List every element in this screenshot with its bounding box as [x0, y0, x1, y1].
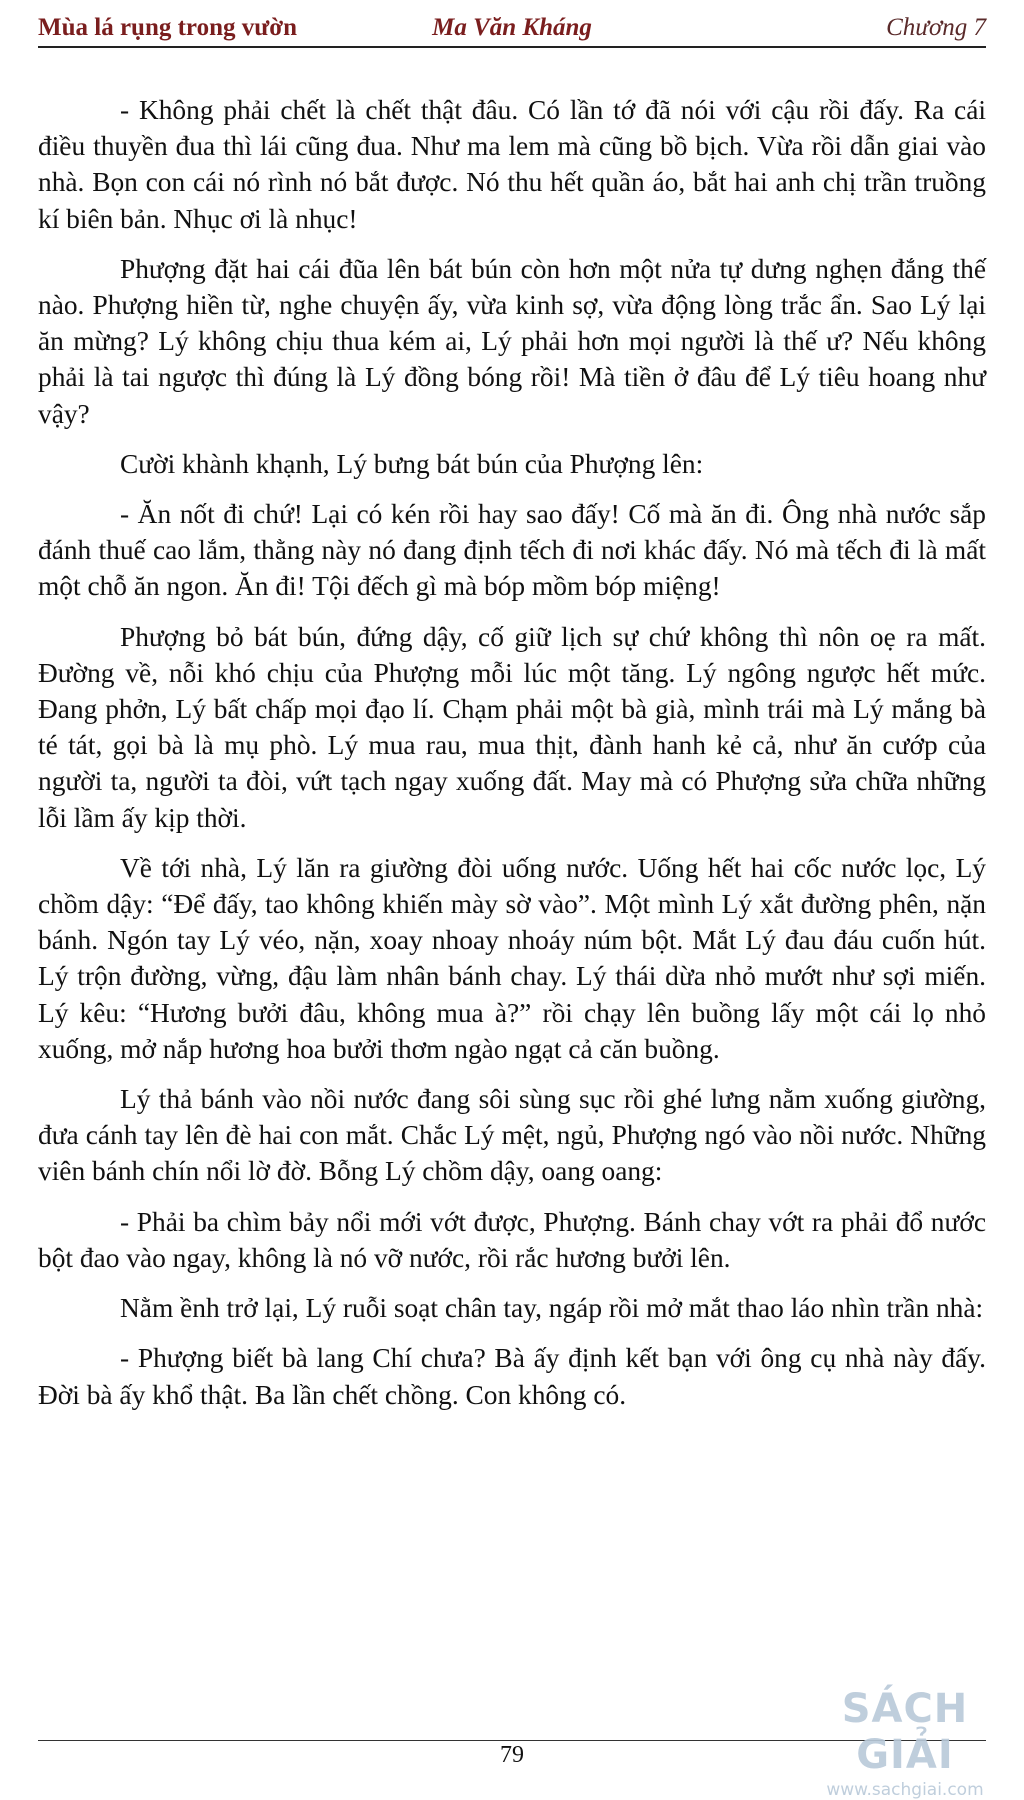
paragraph: Phượng đặt hai cái đũa lên bát bún còn hơn một nửa tự dưng nghẹn đắng thế nào. Phượng hiền từ, nghe chuyện ấy, vừa kinh sợ, vừa động lòng trắc ẩn. Sao Lý lại ăn mừng? Lý không chịu thua kém ai, Lý phải hơn mọi người là thế ư? Nếu không phải là tai ngược thì đúng là Lý đồng bóng rồi! Mà tiền ở đâu để Lý tiêu hoang như vậy? — [38, 253, 986, 429]
watermark-logo-text: SÁCH GIẢI — [841, 1686, 969, 1778]
author-name: Ma Văn Kháng — [432, 14, 592, 41]
book-title: Mùa lá rụng trong vườn — [38, 14, 297, 41]
page-header — [38, 14, 986, 48]
paragraph: - Ăn nốt đi chứ! Lại có kén rồi hay sao đấy! Cố mà ăn đi. Ông nhà nước sắp đánh thuế cao lắm, thằng này nó đang định tếch đi nơi khác đấy. Nó mà tếch đi là mất một chỗ ăn ngon. Ăn đi! Tội đếch gì mà bóp mồm bóp miệng! — [38, 499, 986, 602]
paragraph: Nằm ềnh trở lại, Lý ruỗi soạt chân tay, ngáp rồi mở mắt thao láo nhìn trần nhà: — [120, 1293, 984, 1324]
paragraph: - Phượng biết bà lang Chí chưa? Bà ấy định kết bạn với ông cụ nhà này đấy. Đời bà ấy khổ thật. Ba lần chết chồng. Con không có. — [38, 1343, 986, 1410]
watermark-logo — [800, 1686, 1010, 1778]
paragraph: Phượng bỏ bát bún, đứng dậy, cố giữ lịch sự chứ không thì nôn oẹ ra mất. Đường về, nỗi khó chịu của Phượng mỗi lúc một tăng. Lý ngông ngược hết mức. Đang phởn, Lý bất chấp mọi đạo lí. Chạm phải một bà già, mình trái mà Lý mắng bà té tát, gọi bà là mụ phò. Lý mua rau, mua thịt, đành hanh kẻ cả, như ăn cướp của người ta, người ta đòi, vứt tạch ngay xuống đất. May mà có Phượng sửa chữa những lỗi lầm ấy kịp thời. — [38, 621, 986, 833]
paragraph: - Phải ba chìm bảy nổi mới vớt được, Phượng. Bánh chay vớt ra phải đổ nước bột đao vào ngay, không là nó vỡ nước, rồi rắc hương bưởi lên. — [38, 1206, 986, 1273]
paragraph: Cười khành khạnh, Lý bưng bát bún của Phượng lên: — [120, 448, 704, 479]
watermark — [800, 1686, 1010, 1800]
paragraph: Lý thả bánh vào nồi nước đang sôi sùng sục rồi ghé lưng nằm xuống giường, đưa cánh tay lên đè hai con mắt. Chắc Lý mệt, ngủ, Phượng ngó vào nồi nước. Những viên bánh chín nổi lờ đờ. Bỗng Lý chồm dậy, oang oang: — [38, 1084, 986, 1187]
page-body — [38, 92, 986, 1427]
paragraph: - Không phải chết là chết thật đâu. Có lần tớ đã nói với cậu rồi đấy. Ra cái điều thuyền đua thì lái cũng đua. Như ma lem mà cũng bồ bịch. Vừa rồi dẫn giai vào nhà. Bọn con cái nó rình nó bắt được. Nó thu hết quần áo, bắt hai anh chị trần truồng kí biên bản. Nhục ơi là nhục! — [38, 95, 986, 234]
chapter-label: Chương 7 — [886, 14, 986, 41]
paragraph: Về tới nhà, Lý lăn ra giường đòi uống nước. Uống hết hai cốc nước lọc, Lý chồm dậy: “Để đấy, tao không khiến mày sờ vào”. Một mình Lý xắt đường phên, nặn bánh. Ngón tay Lý véo, nặn, xoay nhoay nhoáy núm bột. Mắt Lý đau đáu cuốn hút. Lý trộn đường, vừng, đậu làm nhân bánh chay. Lý thái dừa nhỏ mướt như sợi miến. Lý kêu: “Hương bưởi đâu, không mua à?” rồi chạy lên buồng lấy một cái lọ nhỏ xuống, mở nắp hương hoa bưởi thơm ngào ngạt cả căn buồng. — [38, 852, 986, 1064]
page-number: 79 — [500, 1742, 524, 1768]
watermark-url: www.sachgiai.com — [826, 1780, 984, 1800]
